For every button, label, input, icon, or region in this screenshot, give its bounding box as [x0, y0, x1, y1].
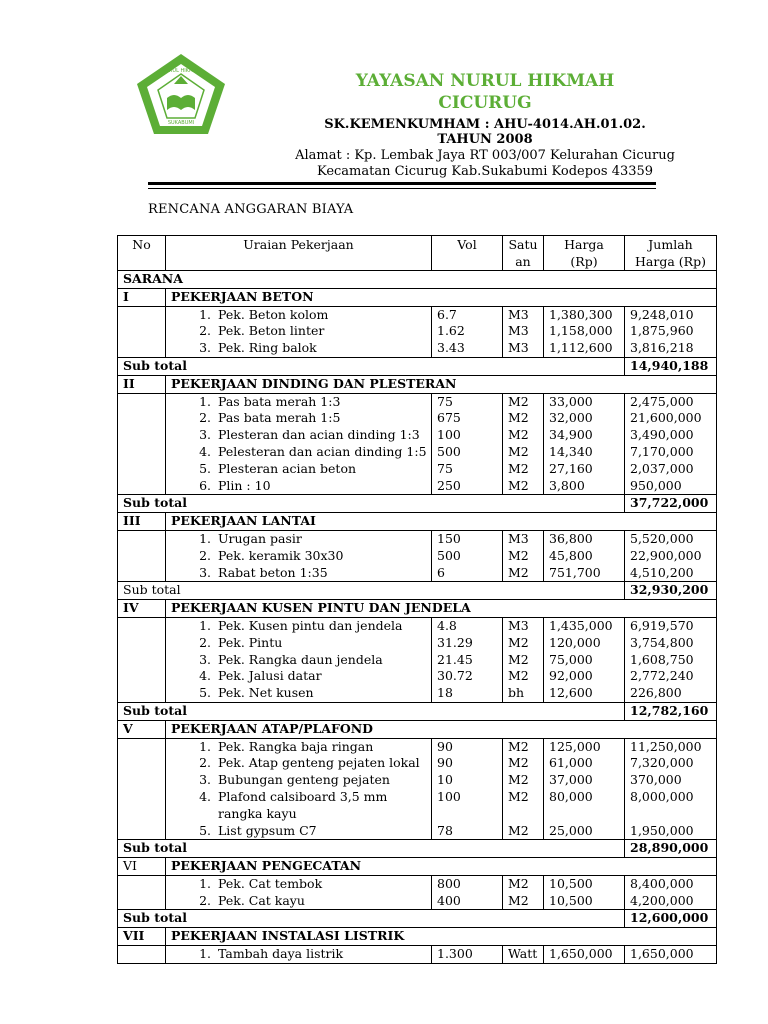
row-no-cell — [118, 478, 166, 495]
item-amount: 9,248,010 — [625, 306, 717, 323]
item-number: 3. — [199, 772, 211, 788]
item-price: 10,500 — [544, 893, 625, 910]
item-price: 27,160 — [544, 461, 625, 478]
item-number: 2. — [199, 755, 211, 771]
item-price: 61,000 — [544, 755, 625, 772]
organization-name: YAYASAN NURUL HIKMAH CICURUG — [355, 71, 615, 113]
table-row — [118, 548, 717, 565]
item-description — [166, 806, 432, 823]
item-unit: M2 — [503, 875, 544, 892]
item-unit: M3 — [503, 323, 544, 340]
item-text: Pek. Jalusi datar — [218, 668, 322, 684]
subtotal-label: Sub total — [118, 495, 625, 513]
item-price: 80,000 — [544, 789, 625, 806]
item-unit — [503, 806, 544, 823]
row-no-cell — [118, 806, 166, 823]
item-text: Plin : 10 — [218, 477, 271, 493]
item-text: Pelesteran dan acian dinding 1:5 — [218, 443, 427, 459]
item-description — [166, 668, 432, 685]
col-header-vol: Vol — [432, 236, 503, 271]
table-row — [118, 306, 717, 323]
item-amount: 370,000 — [625, 772, 717, 789]
item-price: 34,900 — [544, 427, 625, 444]
item-description — [166, 548, 432, 565]
subtotal-row — [118, 910, 717, 928]
header-divider-thin — [148, 188, 656, 189]
table-row — [118, 875, 717, 892]
row-no-cell — [118, 565, 166, 582]
item-volume: 18 — [432, 685, 503, 702]
document-title: RENCANA ANGGARAN BIAYA — [148, 202, 354, 217]
table-row — [118, 478, 717, 495]
item-text: Tambah daya listrik — [218, 946, 344, 962]
item-price: 125,000 — [544, 738, 625, 755]
row-no-cell — [118, 323, 166, 340]
table-row — [118, 444, 717, 461]
foundation-logo — [134, 52, 228, 136]
item-price: 10,500 — [544, 875, 625, 892]
item-price: 120,000 — [544, 635, 625, 652]
item-unit: M2 — [503, 478, 544, 495]
item-unit: M2 — [503, 427, 544, 444]
address-line-2: Kecamatan Cicurug Kab.Sukabumi Kodepos 43359 — [316, 164, 654, 179]
item-unit: M2 — [503, 823, 544, 840]
section-title: PEKERJAAN PENGECATAN — [166, 858, 717, 876]
row-no-cell — [118, 635, 166, 652]
item-number: 1. — [199, 393, 211, 409]
row-no-cell — [118, 306, 166, 323]
item-text: Pek. keramik 30x30 — [218, 547, 344, 563]
item-number: 1. — [199, 946, 211, 962]
item-unit: M2 — [503, 565, 544, 582]
item-amount: 226,800 — [625, 685, 717, 702]
item-amount: 1,875,960 — [625, 323, 717, 340]
item-unit: M2 — [503, 668, 544, 685]
item-description — [166, 946, 432, 964]
item-text: Pek. Net kusen — [218, 685, 314, 701]
item-amount: 2,475,000 — [625, 393, 717, 410]
table-row — [118, 461, 717, 478]
row-no-cell — [118, 530, 166, 547]
table-row — [118, 393, 717, 410]
item-description — [166, 772, 432, 789]
section-number: V — [118, 720, 166, 738]
row-no-cell — [118, 772, 166, 789]
subtotal-amount: 12,782,160 — [625, 702, 717, 720]
item-text: List gypsum C7 — [218, 822, 317, 838]
item-number: 3. — [199, 651, 211, 667]
item-number: 2. — [199, 547, 211, 563]
row-no-cell — [118, 738, 166, 755]
subtotal-amount: 28,890,000 — [625, 840, 717, 858]
item-price: 751,700 — [544, 565, 625, 582]
subtotal-row — [118, 495, 717, 513]
item-amount: 8,000,000 — [625, 789, 717, 806]
table-row — [118, 893, 717, 910]
item-price: 3,800 — [544, 478, 625, 495]
item-text: Rabat beton 1:35 — [218, 564, 328, 580]
subtotal-label: Sub total — [118, 702, 625, 720]
subtotal-label: Sub total — [118, 910, 625, 928]
row-no-cell — [118, 393, 166, 410]
item-text: Urugan pasir — [218, 530, 302, 546]
item-volume: 4.8 — [432, 617, 503, 634]
item-volume: 100 — [432, 789, 503, 806]
section-number: VI — [118, 858, 166, 876]
item-price: 1,380,300 — [544, 306, 625, 323]
address-line-1: Alamat : Kp. Lembak Jaya RT 003/007 Kelurahan Cicurug — [295, 148, 675, 163]
item-price: 1,435,000 — [544, 617, 625, 634]
item-volume: 800 — [432, 875, 503, 892]
item-price: 1,112,600 — [544, 340, 625, 357]
item-volume: 150 — [432, 530, 503, 547]
item-unit: M2 — [503, 789, 544, 806]
item-text: Pek. Rangka baja ringan — [218, 738, 374, 754]
item-price: 33,000 — [544, 393, 625, 410]
table-row — [118, 806, 717, 823]
item-description — [166, 738, 432, 755]
item-text: Pek. Cat kayu — [218, 892, 305, 908]
item-number: 4. — [199, 788, 211, 804]
row-no-cell — [118, 548, 166, 565]
header-divider — [148, 182, 656, 185]
section-number: II — [118, 375, 166, 393]
item-amount — [625, 806, 717, 823]
item-unit: M3 — [503, 617, 544, 634]
row-no-cell — [118, 652, 166, 669]
item-number: 2. — [199, 634, 211, 650]
item-number: 3. — [199, 340, 211, 356]
item-volume: 1.300 — [432, 946, 503, 964]
section-header-row — [118, 928, 717, 946]
section-number: III — [118, 513, 166, 531]
item-price: 92,000 — [544, 668, 625, 685]
item-volume: 75 — [432, 461, 503, 478]
subtotal-amount: 32,930,200 — [625, 582, 717, 600]
item-unit: M3 — [503, 530, 544, 547]
item-amount: 2,772,240 — [625, 668, 717, 685]
item-volume: 6.7 — [432, 306, 503, 323]
item-number: 5. — [199, 822, 211, 838]
item-volume: 90 — [432, 755, 503, 772]
table-row — [118, 340, 717, 357]
item-volume: 250 — [432, 478, 503, 495]
item-volume — [432, 806, 503, 823]
item-amount: 3,816,218 — [625, 340, 717, 357]
item-amount: 6,919,570 — [625, 617, 717, 634]
col-header-satuan: Satu an — [503, 236, 544, 271]
row-no-cell — [118, 946, 166, 964]
col-header-jumlah: Jumlah Harga (Rp) — [625, 236, 717, 271]
item-number: 5. — [199, 460, 211, 476]
section-header-row — [118, 720, 717, 738]
item-unit: M2 — [503, 738, 544, 755]
item-description — [166, 427, 432, 444]
section-number: I — [118, 288, 166, 306]
decree-number: SK.KEMENKUMHAM : AHU-4014.AH.01.02. — [324, 117, 646, 132]
item-unit: M2 — [503, 893, 544, 910]
table-row — [118, 617, 717, 634]
svg-text:SUKABUMI: SUKABUMI — [167, 120, 195, 126]
item-price — [544, 806, 625, 823]
item-number: 4. — [199, 668, 211, 684]
item-text-continued: rangka kayu — [218, 805, 297, 821]
category-label: SARANA — [118, 271, 717, 289]
item-unit: M2 — [503, 461, 544, 478]
item-volume: 30.72 — [432, 668, 503, 685]
item-price: 36,800 — [544, 530, 625, 547]
row-no-cell — [118, 685, 166, 702]
item-text: Pas bata merah 1:3 — [218, 393, 341, 409]
item-volume: 500 — [432, 444, 503, 461]
item-description — [166, 875, 432, 892]
subtotal-amount: 12,600,000 — [625, 910, 717, 928]
item-description — [166, 755, 432, 772]
table-row — [118, 530, 717, 547]
item-description — [166, 893, 432, 910]
item-description — [166, 652, 432, 669]
subtotal-row — [118, 840, 717, 858]
item-amount: 8,400,000 — [625, 875, 717, 892]
row-no-cell — [118, 410, 166, 427]
item-description — [166, 530, 432, 547]
item-amount: 1,950,000 — [625, 823, 717, 840]
category-row — [118, 271, 717, 289]
table-row — [118, 823, 717, 840]
item-volume: 10 — [432, 772, 503, 789]
item-description — [166, 323, 432, 340]
item-description — [166, 565, 432, 582]
item-text: Bubungan genteng pejaten — [218, 772, 390, 788]
item-unit: M2 — [503, 652, 544, 669]
item-description — [166, 410, 432, 427]
budget-table — [117, 235, 717, 964]
item-price: 37,000 — [544, 772, 625, 789]
item-unit: M2 — [503, 393, 544, 410]
subtotal-amount: 37,722,000 — [625, 495, 717, 513]
item-volume: 21.45 — [432, 652, 503, 669]
section-number: VII — [118, 928, 166, 946]
table-row — [118, 652, 717, 669]
item-text: Plafond calsiboard 3,5 mm — [218, 788, 388, 804]
item-number: 5. — [199, 685, 211, 701]
item-description — [166, 635, 432, 652]
row-no-cell — [118, 444, 166, 461]
section-title: PEKERJAAN KUSEN PINTU DAN JENDELA — [166, 600, 717, 618]
table-row — [118, 772, 717, 789]
item-amount: 2,037,000 — [625, 461, 717, 478]
item-amount: 7,320,000 — [625, 755, 717, 772]
item-text: Pek. Rangka daun jendela — [218, 651, 383, 667]
section-number: IV — [118, 600, 166, 618]
item-text: Pas bata merah 1:5 — [218, 410, 341, 426]
item-number: 1. — [199, 738, 211, 754]
item-description — [166, 461, 432, 478]
item-number: 1. — [199, 530, 211, 546]
item-amount: 21,600,000 — [625, 410, 717, 427]
item-text: Pek. Atap genteng pejaten lokal — [218, 755, 420, 771]
item-number: 1. — [199, 875, 211, 891]
section-header-row — [118, 858, 717, 876]
subtotal-label: Sub total — [118, 582, 625, 600]
item-text: Pek. Ring balok — [218, 340, 317, 356]
table-row — [118, 427, 717, 444]
section-title: PEKERJAAN LANTAI — [166, 513, 717, 531]
item-price: 45,800 — [544, 548, 625, 565]
item-description — [166, 444, 432, 461]
subtotal-row — [118, 357, 717, 375]
item-unit: M2 — [503, 548, 544, 565]
item-unit: M3 — [503, 306, 544, 323]
item-amount: 3,754,800 — [625, 635, 717, 652]
item-number: 1. — [199, 617, 211, 633]
item-price: 32,000 — [544, 410, 625, 427]
item-volume: 675 — [432, 410, 503, 427]
table-row — [118, 635, 717, 652]
item-volume: 500 — [432, 548, 503, 565]
table-row — [118, 685, 717, 702]
col-header-harga: Harga (Rp) — [544, 236, 625, 271]
section-title: PEKERJAAN INSTALASI LISTRIK — [166, 928, 717, 946]
item-amount: 4,200,000 — [625, 893, 717, 910]
subtotal-label: Sub total — [118, 840, 625, 858]
table-row — [118, 565, 717, 582]
item-unit: M2 — [503, 755, 544, 772]
item-price: 1,650,000 — [544, 946, 625, 964]
item-description — [166, 393, 432, 410]
section-header-row — [118, 288, 717, 306]
item-number: 6. — [199, 477, 211, 493]
item-text: Pek. Beton linter — [218, 323, 325, 339]
item-price: 1,158,000 — [544, 323, 625, 340]
section-title: PEKERJAAN DINDING DAN PLESTERAN — [166, 375, 717, 393]
item-description — [166, 617, 432, 634]
item-unit: Watt — [503, 946, 544, 964]
svg-text:NURUL HIKMAH: NURUL HIKMAH — [161, 68, 201, 74]
subtotal-label: Sub total — [118, 357, 625, 375]
item-number: 3. — [199, 564, 211, 580]
section-header-row — [118, 600, 717, 618]
item-amount: 3,490,000 — [625, 427, 717, 444]
row-no-cell — [118, 461, 166, 478]
table-header-row — [118, 236, 717, 271]
item-price: 75,000 — [544, 652, 625, 669]
table-row — [118, 789, 717, 806]
item-unit: bh — [503, 685, 544, 702]
item-amount: 22,900,000 — [625, 548, 717, 565]
item-amount: 1,608,750 — [625, 652, 717, 669]
item-volume: 400 — [432, 893, 503, 910]
item-unit: M2 — [503, 635, 544, 652]
col-header-no: No — [118, 236, 166, 271]
item-volume: 78 — [432, 823, 503, 840]
item-volume: 75 — [432, 393, 503, 410]
item-description — [166, 306, 432, 323]
item-price: 12,600 — [544, 685, 625, 702]
item-volume: 31.29 — [432, 635, 503, 652]
table-row — [118, 410, 717, 427]
item-volume: 90 — [432, 738, 503, 755]
subtotal-row — [118, 582, 717, 600]
item-number: 1. — [199, 306, 211, 322]
item-unit: M3 — [503, 340, 544, 357]
item-text: Pek. Beton kolom — [218, 306, 329, 322]
row-no-cell — [118, 427, 166, 444]
item-number: 3. — [199, 427, 211, 443]
item-volume: 3.43 — [432, 340, 503, 357]
item-price: 25,000 — [544, 823, 625, 840]
item-description — [166, 823, 432, 840]
item-text: Pek. Cat tembok — [218, 875, 323, 891]
row-no-cell — [118, 755, 166, 772]
item-volume: 100 — [432, 427, 503, 444]
table-row — [118, 668, 717, 685]
item-number: 4. — [199, 443, 211, 459]
subtotal-row — [118, 702, 717, 720]
item-unit: M2 — [503, 444, 544, 461]
row-no-cell — [118, 668, 166, 685]
item-description — [166, 478, 432, 495]
section-title: PEKERJAAN ATAP/PLAFOND — [166, 720, 717, 738]
item-text: Plesteran acian beton — [218, 460, 357, 476]
row-no-cell — [118, 893, 166, 910]
row-no-cell — [118, 875, 166, 892]
item-unit: M2 — [503, 772, 544, 789]
item-text: Pek. Pintu — [218, 634, 283, 650]
item-text: Plesteran dan acian dinding 1:3 — [218, 427, 420, 443]
item-amount: 5,520,000 — [625, 530, 717, 547]
item-volume: 6 — [432, 565, 503, 582]
col-header-uraian: Uraian Pekerjaan — [166, 236, 432, 271]
item-amount: 950,000 — [625, 478, 717, 495]
item-volume: 1.62 — [432, 323, 503, 340]
row-no-cell — [118, 340, 166, 357]
section-header-row — [118, 375, 717, 393]
decree-year: TAHUN 2008 — [437, 132, 533, 147]
row-no-cell — [118, 617, 166, 634]
item-description — [166, 340, 432, 357]
section-title: PEKERJAAN BETON — [166, 288, 717, 306]
table-row — [118, 755, 717, 772]
item-unit: M2 — [503, 410, 544, 427]
item-amount: 4,510,200 — [625, 565, 717, 582]
item-price: 14,340 — [544, 444, 625, 461]
item-text: Pek. Kusen pintu dan jendela — [218, 617, 403, 633]
item-description — [166, 685, 432, 702]
table-row — [118, 323, 717, 340]
item-amount: 1,650,000 — [625, 946, 717, 964]
row-no-cell — [118, 789, 166, 806]
item-number: 2. — [199, 892, 211, 908]
item-number: 2. — [199, 323, 211, 339]
item-amount: 11,250,000 — [625, 738, 717, 755]
table-row — [118, 946, 717, 964]
table-row — [118, 738, 717, 755]
row-no-cell — [118, 823, 166, 840]
item-number: 2. — [199, 410, 211, 426]
subtotal-amount: 14,940,188 — [625, 357, 717, 375]
section-header-row — [118, 513, 717, 531]
item-amount: 7,170,000 — [625, 444, 717, 461]
item-description — [166, 789, 432, 806]
